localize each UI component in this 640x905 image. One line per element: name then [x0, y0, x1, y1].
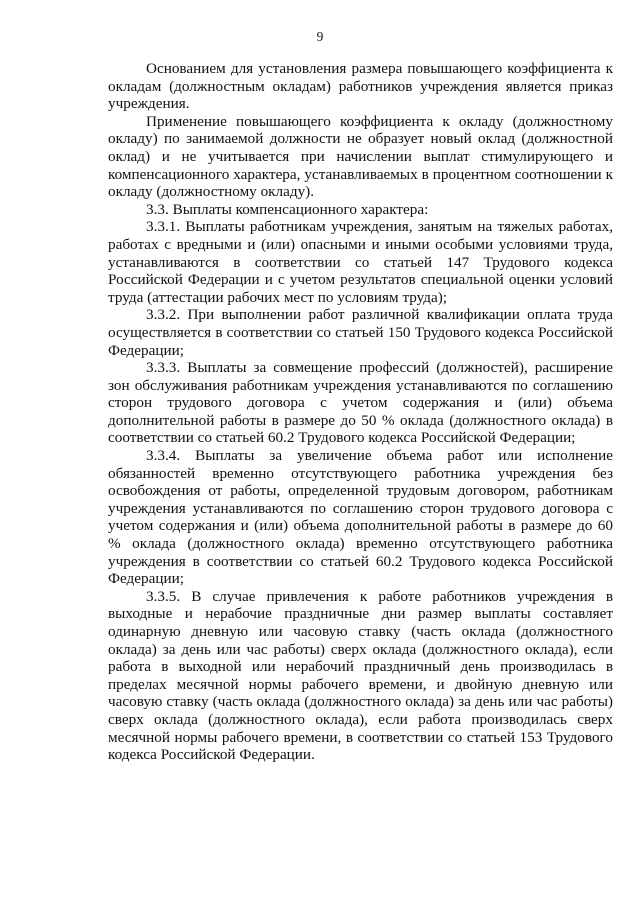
paragraph-basis: Основанием для установления размера повышающего коэффициента к окладам (должностным окладам) работников учреждения является приказ учреждения.	[108, 60, 613, 113]
section-heading-3-3: 3.3. Выплаты компенсационного характера:	[146, 200, 429, 218]
paragraph-3-3-1: 3.3.1. Выплаты работникам учреждения, занятым на тяжелых работах, работах с вредными и (или) опасными и иными особыми условиями труда, устанавливаются в соответствии со статьей 147 Трудового кодекса Российской Федерации и с учетом результатов специальной оценки условий труда (аттестации рабочих мест по условиям труда);	[108, 218, 613, 306]
page-number: 9	[316, 29, 324, 44]
document-body	[108, 60, 613, 764]
paragraph-3-3-2: 3.3.2. При выполнении работ различной квалификации оплата труда осуществляется в соответствии со статьей 150 Трудового кодекса Российской Федерации;	[108, 306, 613, 359]
paragraph-coefficient-application: Применение повышающего коэффициента к окладу (должностному окладу) по занимаемой должности не образует новый оклад (должностной оклад) и не учитывается при начислении выплат стимулирующего и компенсационного характера, устанавливаемых в процентном соотношении к окладу (должностному окладу).	[108, 112, 613, 201]
paragraph-3-3-5: 3.3.5. В случае привлечения к работе работников учреждения в выходные и нерабочие праздничные дни размер выплаты составляет одинарную дневную или часовую ставку (часть оклада (должностного оклада) за день или час работы) сверх оклада (должностного оклада), если работа в выходной или нерабочий праздничный день производилась в пределах месячной нормы рабочего времени, и двойную дневную или часовую ставку (часть оклада (должностного оклада) за день или час работы) сверх оклада (должностного оклада), если работа производилась сверх месячной нормы рабочего времени, в соответствии со статьей 153 Трудового кодекса Российской Федерации.	[108, 587, 613, 764]
paragraph-3-3-4: 3.3.4. Выплаты за увеличение объема работ или исполнение обязанностей временно отсутствующего работника учреждения без освобождения от работы, определенной трудовым договором, работникам учреждения устанавливаются по соглашению сторон трудового договора с учетом содержания и (или) объема дополнительной работы в размере до 60 % оклада (должностного оклада) временно отсутствующего работника учреждения в соответствии со статьей 60.2 Трудового кодекса Российской Федерации;	[108, 447, 613, 588]
paragraph-3-3-3: 3.3.3. Выплаты за совмещение профессий (должностей), расширение зон обслуживания работникам учреждения устанавливаются по соглашению сторон трудового договора с учетом содержания и (или) объема дополнительной работы в размере до 50 % оклада (должностного оклада) в соответствии со статьей 60.2 Трудового кодекса Российской Федерации;	[108, 359, 613, 447]
